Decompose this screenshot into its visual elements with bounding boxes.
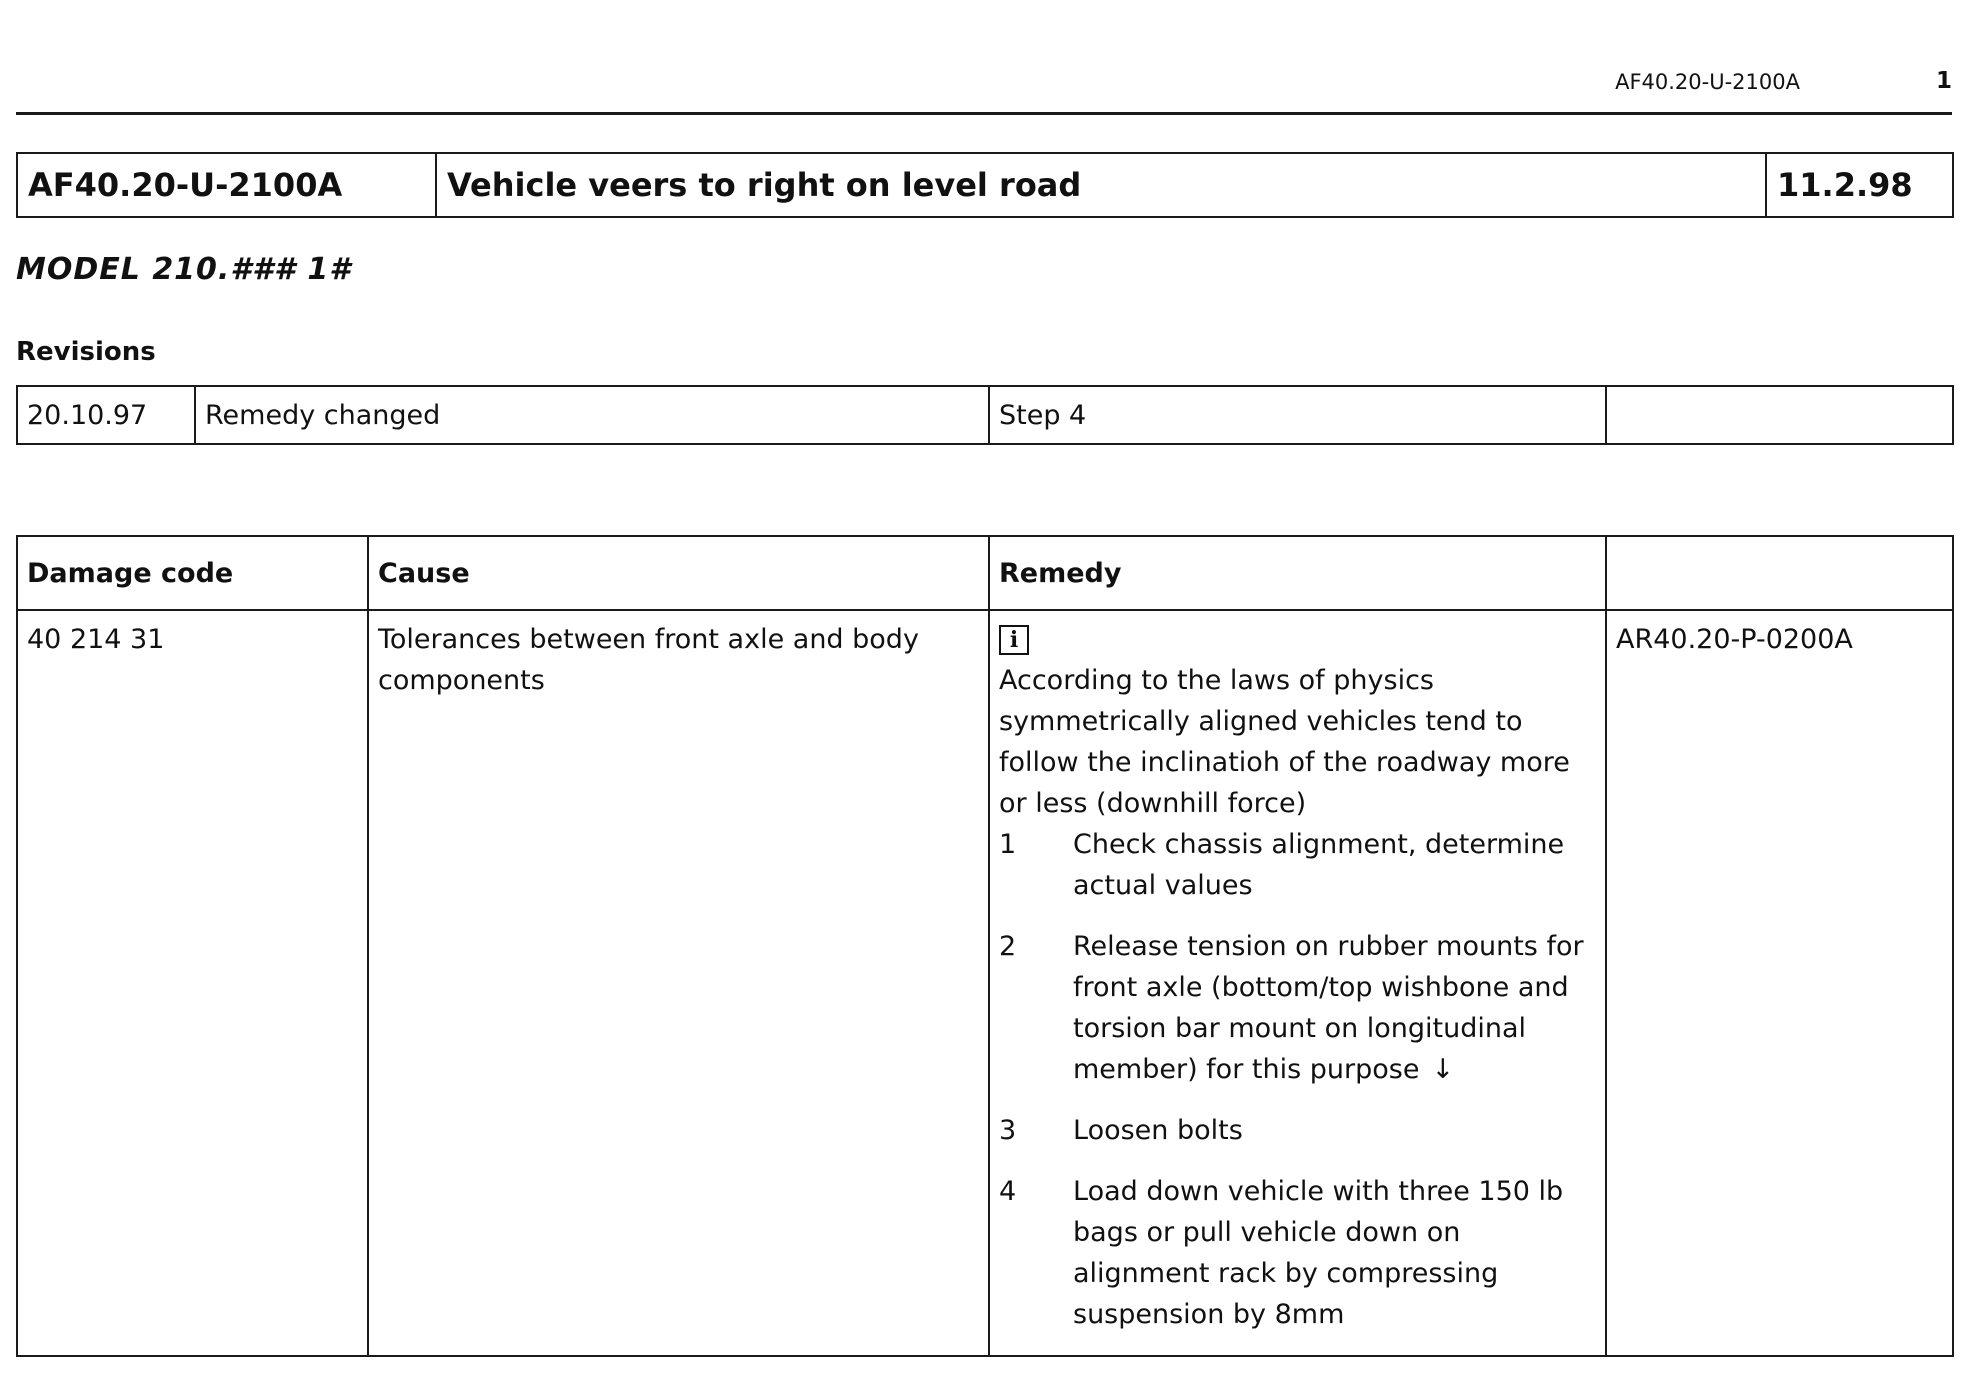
remedy-step-4 — [999, 1171, 1597, 1335]
damage-code: 40 214 31 — [17, 610, 368, 1356]
info-icon: i — [999, 625, 1029, 655]
down-arrow-icon: ↓ — [1431, 1054, 1455, 1085]
model-designation: MODEL 210.### 1# — [16, 252, 352, 287]
document-date: 11.2.98 — [1766, 153, 1953, 217]
remedy-step-3 — [999, 1110, 1597, 1151]
step-number: 4 — [999, 1176, 1017, 1207]
table-row — [17, 610, 1953, 1356]
remedy-cell — [989, 610, 1606, 1356]
step-text — [1073, 926, 1597, 1090]
document-code: AF40.20-U-2100A — [17, 153, 436, 217]
remedy-step-1 — [999, 824, 1597, 906]
step-number: 3 — [999, 1115, 1017, 1146]
step-text — [1073, 824, 1597, 906]
remedy-intro: According to the laws of physics symmetrically aligned vehicles tend to follow the inclinatioh of the roadway more or less (downhill force) — [999, 665, 1570, 819]
revision-date: 20.10.97 — [17, 386, 195, 444]
step-text — [1073, 1110, 1597, 1151]
document-title: Vehicle veers to right on level road — [436, 153, 1766, 217]
remedy-steps — [999, 824, 1597, 1335]
header-reference — [1606, 536, 1953, 610]
header-doc-code: AF40.20-U-2100A — [1615, 70, 1800, 94]
title-table — [16, 152, 1954, 218]
step-text-content: Release tension on rubber mounts for front axle (bottom/top wishbone and torsion bar mount on longitudinal member) for this purpose — [1073, 931, 1584, 1085]
damage-table-header — [17, 536, 1953, 610]
cause-text: Tolerances between front axle and body components — [368, 610, 989, 1356]
step-text-content: Loosen bolts — [1073, 1115, 1243, 1146]
revisions-heading: Revisions — [16, 337, 156, 367]
title-row — [17, 153, 1953, 217]
reference-code: AR40.20-P-0200A — [1606, 610, 1953, 1356]
damage-table — [16, 535, 1954, 1357]
header-damage-code: Damage code — [17, 536, 368, 610]
step-text — [1073, 1171, 1597, 1335]
step-number: 2 — [999, 931, 1017, 962]
revisions-table — [16, 385, 1954, 445]
step-text-content: Check chassis alignment, determine actual values — [1073, 829, 1565, 901]
revision-location: Step 4 — [989, 386, 1606, 444]
header-cause: Cause — [368, 536, 989, 610]
revision-row — [17, 386, 1953, 444]
revision-note — [1606, 386, 1953, 444]
step-number: 1 — [999, 829, 1017, 860]
step-text-content: Load down vehicle with three 150 lb bags or pull vehicle down on alignment rack by compressing suspension by 8mm — [1073, 1176, 1564, 1330]
page-number: 1 — [1935, 68, 1952, 94]
page-header — [16, 58, 1952, 115]
remedy-step-2 — [999, 926, 1597, 1090]
revision-change: Remedy changed — [195, 386, 989, 444]
header-remedy: Remedy — [989, 536, 1606, 610]
